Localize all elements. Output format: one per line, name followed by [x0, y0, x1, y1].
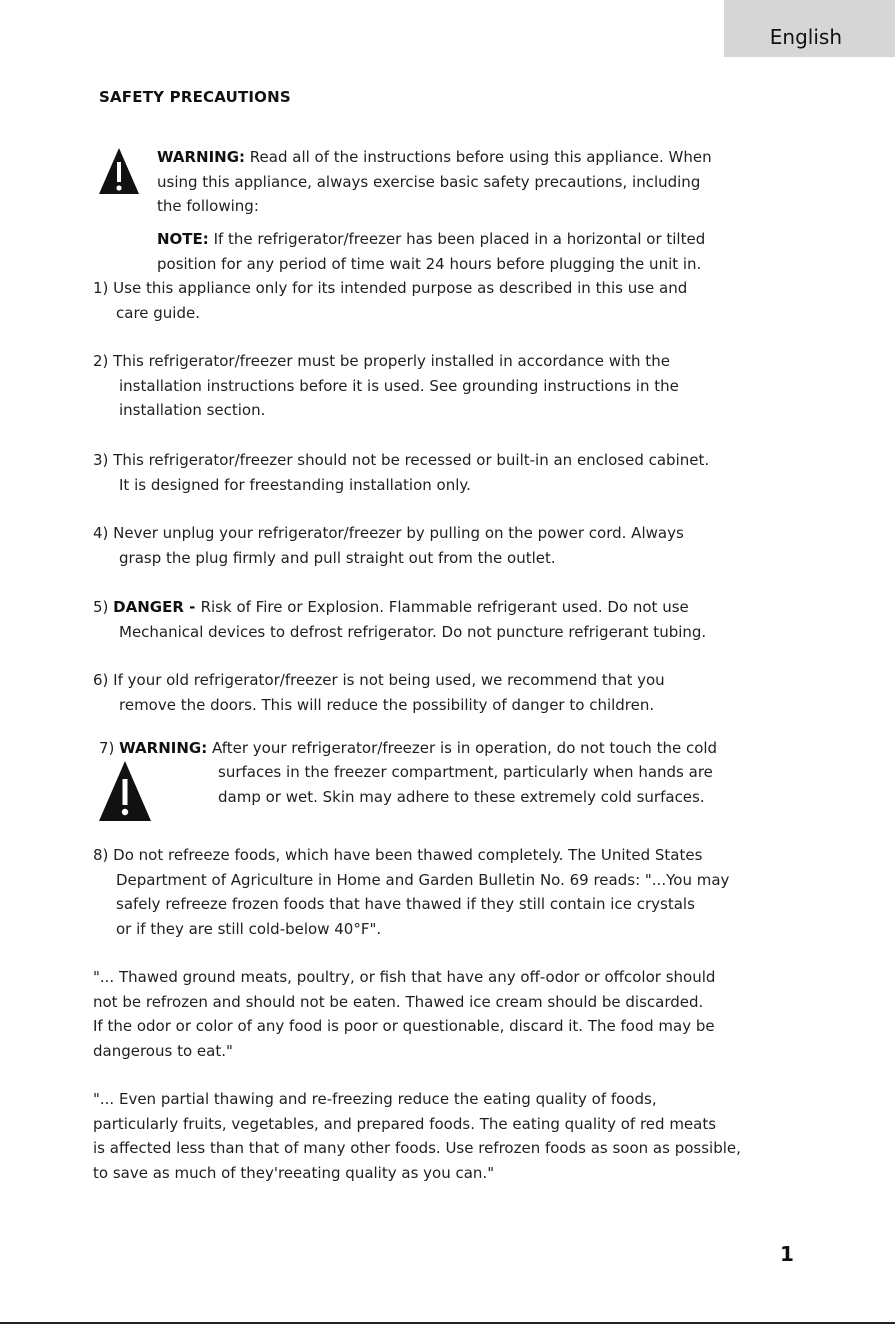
list-item-4: 4) Never unplug your refrigerator/freezer by pulling on the power cord. Always grasp the plug firmly and pull straight out from the outlet. — [93, 524, 684, 567]
note-paragraph: NOTE: If the refrigerator/freezer has been placed in a horizontal or tilted position for any period of time wait 24 hours before plugging the unit in. — [157, 230, 706, 273]
page-number: 1 — [780, 1242, 794, 1266]
note-label: NOTE: — [157, 230, 209, 248]
warning-label: WARNING: — [157, 148, 246, 166]
language-tab: English — [724, 0, 895, 57]
list-item-2: 2) This refrigerator/freezer must be properly installed in accordance with the installation instructions before it is used. See grounding instructions in the installation section. — [93, 352, 679, 419]
list-item-8: 8) Do not refreeze foods, which have been thawed completely. The United States Department of Agriculture in Home and Garden Bulletin No. 69 reads: "...You may safely refreeze frozen foods that have thawed if they still contain ice crystals or if they are still cold-below 40°F". — [93, 846, 730, 938]
list-item-1: 1) Use this appliance only for its intended purpose as described in this use and care guide. — [93, 279, 688, 322]
list-item-6: 6) If your old refrigerator/freezer is not being used, we recommend that you remove the doors. This will reduce the possibility of danger to children. — [93, 671, 665, 714]
quote-paragraph-1: "... Thawed ground meats, poultry, or fish that have any off-odor or offcolor should not be refrozen and should not be eaten. Thawed ice cream should be discarded. If the odor or color of any food is poor or questionable, discard it. The food may be dangerous to eat." — [93, 968, 716, 1060]
warning-paragraph: WARNING: Read all of the instructions before using this appliance. When using this appliance, always exercise basic safety precautions, including the following: — [157, 148, 712, 215]
list-item-7-continued: surfaces in the freezer compartment, particularly when hands are damp or wet. Skin may adhere to these extremely cold surfaces. — [218, 763, 713, 806]
warning-label-2: WARNING: — [119, 739, 208, 757]
danger-label: DANGER - — [113, 598, 201, 616]
warning-triangle-icon-2 — [98, 760, 152, 822]
list-item-5: 5) DANGER - Risk of Fire or Explosion. Flammable refrigerant used. Do not use Mechanical devices to defrost refrigerator. Do not puncture refrigerant tubing. — [93, 598, 707, 641]
section-title: SAFETY PRECAUTIONS — [99, 88, 291, 106]
list-item-7: 7) WARNING: After your refrigerator/freezer is in operation, do not touch the cold — [99, 739, 718, 757]
quote-paragraph-2: "... Even partial thawing and re-freezing reduce the eating quality of foods, particularly fruits, vegetables, and prepared foods. The eating quality of red meats is affected less than that of many other foods. Use refrozen foods as soon as possible, to save as much of they'reeating quality as you can." — [93, 1090, 741, 1182]
list-item-3: 3) This refrigerator/freezer should not be recessed or built-in an enclosed cabinet. It is designed for freestanding installation only. — [93, 451, 710, 494]
warning-triangle-icon — [98, 147, 140, 195]
